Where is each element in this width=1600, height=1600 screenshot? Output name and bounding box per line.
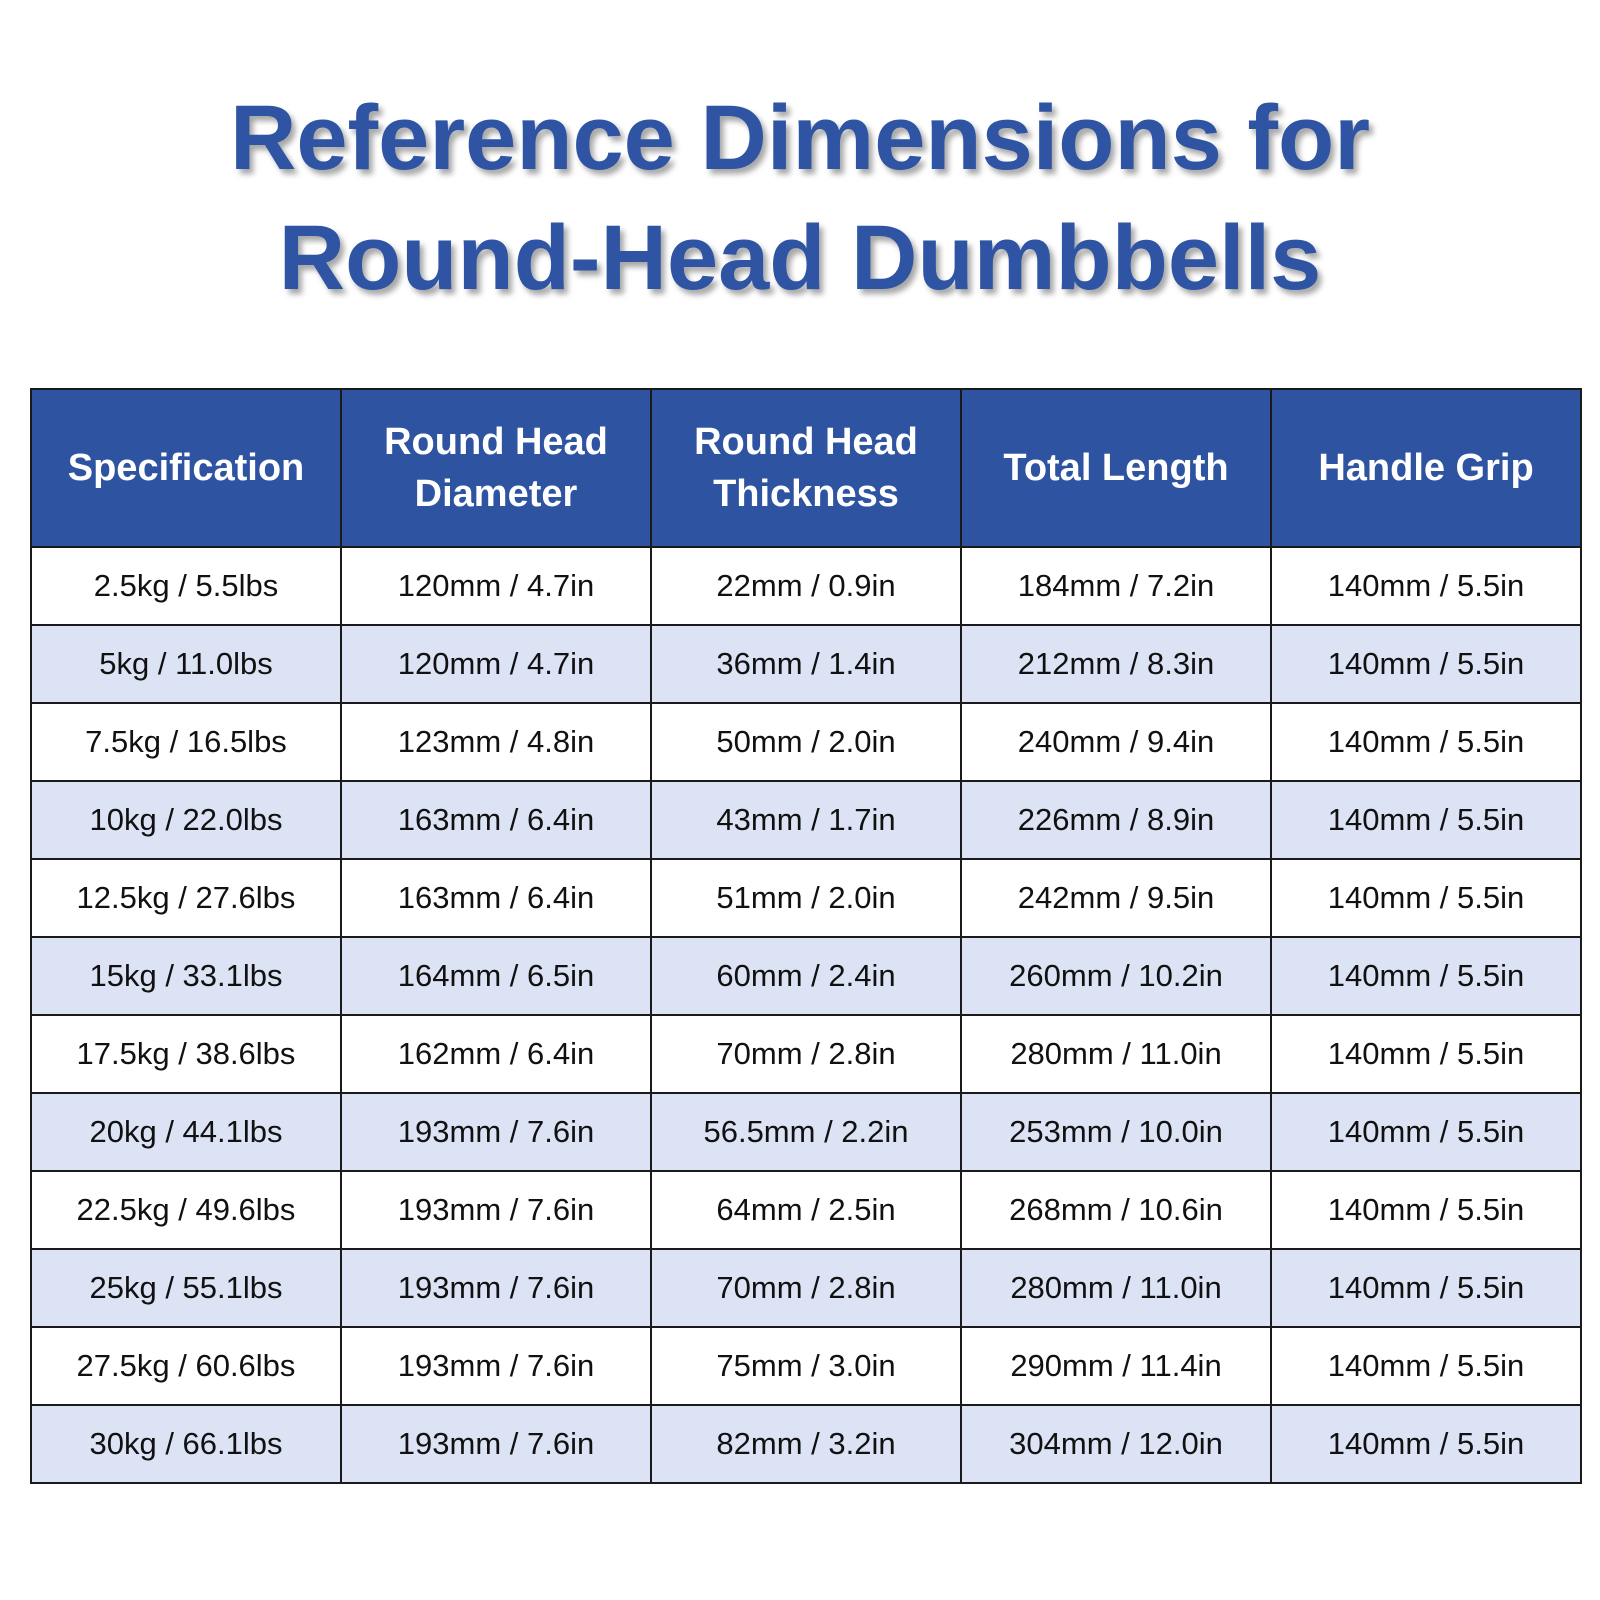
page-title: [0, 78, 1600, 318]
table-row: [31, 1405, 1581, 1483]
header-specification: [31, 389, 341, 547]
handle-grip-cell: 140mm / 5.5in: [1271, 781, 1581, 859]
total-length-cell: 240mm / 9.4in: [961, 703, 1271, 781]
specification-cell: 2.5kg / 5.5lbs: [31, 547, 341, 625]
table-row: [31, 1327, 1581, 1405]
header-label: Handle Grip: [1318, 447, 1534, 489]
total-length-cell: 184mm / 7.2in: [961, 547, 1271, 625]
table-row: [31, 547, 1581, 625]
specification-cell: 22.5kg / 49.6lbs: [31, 1171, 341, 1249]
total-length-cell: 304mm / 12.0in: [961, 1405, 1271, 1483]
thickness-cell: 70mm / 2.8in: [651, 1249, 961, 1327]
handle-grip-cell: 140mm / 5.5in: [1271, 1171, 1581, 1249]
page-title-line-2: Round-Head Dumbbells: [278, 207, 1322, 309]
table-body: [31, 547, 1581, 1483]
handle-grip-cell: 140mm / 5.5in: [1271, 1327, 1581, 1405]
thickness-cell: 22mm / 0.9in: [651, 547, 961, 625]
total-length-cell: 226mm / 8.9in: [961, 781, 1271, 859]
diameter-cell: 163mm / 6.4in: [341, 859, 651, 937]
diameter-cell: 193mm / 7.6in: [341, 1093, 651, 1171]
header-label: Total Length: [1003, 447, 1229, 489]
thickness-cell: 82mm / 3.2in: [651, 1405, 961, 1483]
table-row: [31, 1015, 1581, 1093]
handle-grip-cell: 140mm / 5.5in: [1271, 937, 1581, 1015]
header-label: Round Head: [384, 421, 608, 463]
specification-cell: 20kg / 44.1lbs: [31, 1093, 341, 1171]
handle-grip-cell: 140mm / 5.5in: [1271, 547, 1581, 625]
diameter-cell: 193mm / 7.6in: [341, 1405, 651, 1483]
page-title-line-1: Reference Dimensions for: [229, 87, 1371, 189]
handle-grip-cell: 140mm / 5.5in: [1271, 859, 1581, 937]
header-label: Diameter: [414, 473, 578, 515]
diameter-cell: 193mm / 7.6in: [341, 1171, 651, 1249]
total-length-cell: 242mm / 9.5in: [961, 859, 1271, 937]
dimensions-table: [30, 388, 1582, 1484]
specification-cell: 5kg / 11.0lbs: [31, 625, 341, 703]
specification-cell: 12.5kg / 27.6lbs: [31, 859, 341, 937]
header-label: Thickness: [713, 473, 899, 515]
table-row: [31, 859, 1581, 937]
table-row: [31, 1249, 1581, 1327]
specification-cell: 27.5kg / 60.6lbs: [31, 1327, 341, 1405]
handle-grip-cell: 140mm / 5.5in: [1271, 703, 1581, 781]
total-length-cell: 268mm / 10.6in: [961, 1171, 1271, 1249]
header-total-length: [961, 389, 1271, 547]
thickness-cell: 50mm / 2.0in: [651, 703, 961, 781]
header-label: Specification: [67, 447, 305, 489]
table-row: [31, 937, 1581, 1015]
handle-grip-cell: 140mm / 5.5in: [1271, 1249, 1581, 1327]
total-length-cell: 280mm / 11.0in: [961, 1249, 1271, 1327]
handle-grip-cell: 140mm / 5.5in: [1271, 1015, 1581, 1093]
thickness-cell: 60mm / 2.4in: [651, 937, 961, 1015]
total-length-cell: 280mm / 11.0in: [961, 1015, 1271, 1093]
total-length-cell: 290mm / 11.4in: [961, 1327, 1271, 1405]
total-length-cell: 260mm / 10.2in: [961, 937, 1271, 1015]
thickness-cell: 75mm / 3.0in: [651, 1327, 961, 1405]
handle-grip-cell: 140mm / 5.5in: [1271, 625, 1581, 703]
specification-cell: 15kg / 33.1lbs: [31, 937, 341, 1015]
thickness-cell: 70mm / 2.8in: [651, 1015, 961, 1093]
diameter-cell: 163mm / 6.4in: [341, 781, 651, 859]
handle-grip-cell: 140mm / 5.5in: [1271, 1093, 1581, 1171]
table-row: [31, 703, 1581, 781]
specification-cell: 10kg / 22.0lbs: [31, 781, 341, 859]
header-label: Round Head: [694, 421, 918, 463]
header-round-head-thickness: [651, 389, 961, 547]
table-row: [31, 1171, 1581, 1249]
table-row: [31, 781, 1581, 859]
diameter-cell: 193mm / 7.6in: [341, 1249, 651, 1327]
specification-cell: 30kg / 66.1lbs: [31, 1405, 341, 1483]
diameter-cell: 120mm / 4.7in: [341, 547, 651, 625]
header-handle-grip: [1271, 389, 1581, 547]
diameter-cell: 193mm / 7.6in: [341, 1327, 651, 1405]
diameter-cell: 164mm / 6.5in: [341, 937, 651, 1015]
total-length-cell: 212mm / 8.3in: [961, 625, 1271, 703]
diameter-cell: 162mm / 6.4in: [341, 1015, 651, 1093]
thickness-cell: 51mm / 2.0in: [651, 859, 961, 937]
table-row: [31, 625, 1581, 703]
specification-cell: 17.5kg / 38.6lbs: [31, 1015, 341, 1093]
thickness-cell: 56.5mm / 2.2in: [651, 1093, 961, 1171]
diameter-cell: 123mm / 4.8in: [341, 703, 651, 781]
total-length-cell: 253mm / 10.0in: [961, 1093, 1271, 1171]
diameter-cell: 120mm / 4.7in: [341, 625, 651, 703]
handle-grip-cell: 140mm / 5.5in: [1271, 1405, 1581, 1483]
specification-cell: 25kg / 55.1lbs: [31, 1249, 341, 1327]
thickness-cell: 43mm / 1.7in: [651, 781, 961, 859]
thickness-cell: 64mm / 2.5in: [651, 1171, 961, 1249]
header-round-head-diameter: [341, 389, 651, 547]
table-header-row: [31, 389, 1581, 547]
specification-cell: 7.5kg / 16.5lbs: [31, 703, 341, 781]
thickness-cell: 36mm / 1.4in: [651, 625, 961, 703]
table-row: [31, 1093, 1581, 1171]
